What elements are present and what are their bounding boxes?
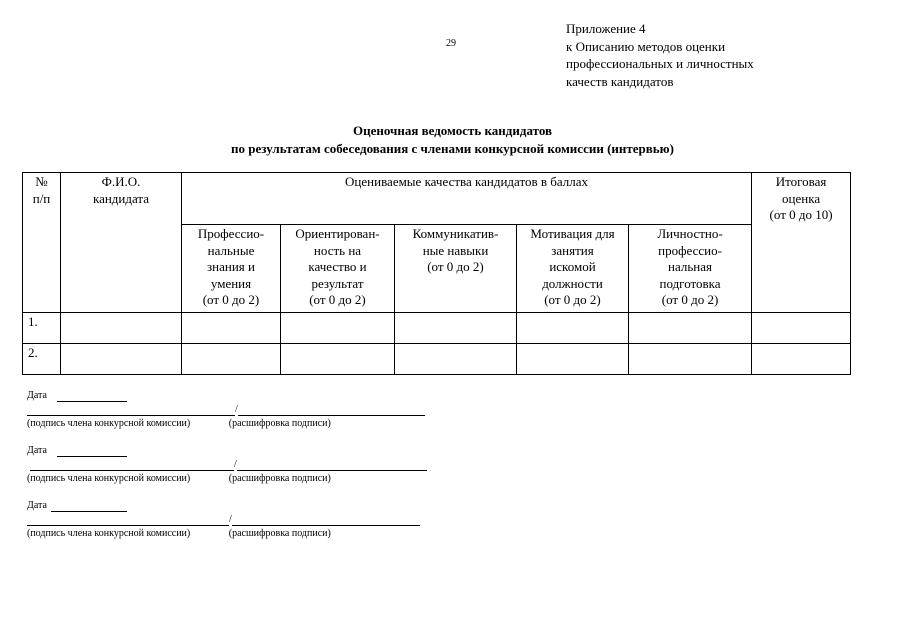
cell-score[interactable]: [281, 344, 395, 375]
appendix-line: Приложение 4: [566, 21, 646, 36]
header-number: № п/п: [23, 173, 61, 313]
header-qualities-group: Оцениваемые качества кандидатов в баллах: [182, 173, 752, 225]
signature-line[interactable]: [30, 460, 234, 471]
criterion-personal-training: Личностно- профессио- нальная подготовка (от 0 до 2): [629, 225, 752, 313]
decode-caption: (расшифровка подписи): [228, 418, 331, 429]
slash: /: [229, 514, 232, 525]
cell-score[interactable]: [517, 313, 629, 344]
decode-line[interactable]: [232, 515, 420, 526]
decode-line[interactable]: [237, 460, 427, 471]
criterion-quality-orientation: Ориентирован- ность на качество и результат (от 0 до 2): [281, 225, 395, 313]
row-number: 1.: [23, 313, 61, 344]
cell-fio[interactable]: [61, 313, 182, 344]
table-row: [23, 344, 851, 375]
title-line-1: Оценочная ведомость кандидатов: [352, 123, 553, 138]
table-row: [23, 313, 851, 344]
date-label: Дата: [27, 445, 47, 456]
row-number: 2.: [23, 344, 61, 375]
date-line[interactable]: [51, 501, 127, 512]
appendix-line: качеств кандидатов: [566, 73, 674, 89]
cell-score[interactable]: [629, 344, 752, 375]
decode-caption: (расшифровка подписи): [228, 528, 331, 539]
decode-caption: (расшифровка подписи): [228, 473, 331, 484]
title-line-2: по результатам собеседования с членами конкурсной комиссии (интервью): [231, 141, 674, 156]
date-line[interactable]: [57, 391, 127, 402]
cell-fio[interactable]: [61, 344, 182, 375]
cell-score[interactable]: [517, 344, 629, 375]
cell-total[interactable]: [752, 313, 851, 344]
signature-block: [27, 445, 427, 485]
criterion-motivation: Мотивация для занятия искомой должности (от 0 до 2): [517, 225, 629, 313]
signature-block: [27, 390, 425, 430]
slash: /: [235, 404, 238, 415]
signature-caption: (подпись члена конкурсной комиссии): [27, 528, 191, 539]
appendix-note: [566, 20, 754, 90]
criterion-communication: Коммуникатив- ные навыки (от 0 до 2): [395, 225, 517, 313]
signature-line[interactable]: [27, 515, 229, 526]
signature-block: [27, 500, 420, 540]
evaluation-table: [22, 172, 851, 375]
cell-total[interactable]: [752, 344, 851, 375]
date-label: Дата: [27, 390, 47, 401]
cell-score[interactable]: [182, 313, 281, 344]
signature-line[interactable]: [27, 405, 235, 416]
cell-score[interactable]: [281, 313, 395, 344]
cell-score[interactable]: [182, 344, 281, 375]
document-title: [0, 122, 905, 158]
page-number: 29: [446, 38, 456, 49]
criterion-professional-knowledge: Профессио- нальные знания и умения (от 0 до 2): [182, 225, 281, 313]
cell-score[interactable]: [395, 344, 517, 375]
appendix-line: профессиональных и личностных: [566, 56, 754, 71]
date-label: Дата: [27, 500, 47, 511]
slash: /: [234, 459, 237, 470]
header-total: Итоговая оценка (от 0 до 10): [752, 173, 851, 313]
appendix-line: к Описанию методов оценки: [566, 38, 726, 54]
signature-caption: (подпись члена конкурсной комиссии): [27, 418, 191, 429]
date-line[interactable]: [57, 446, 127, 457]
cell-score[interactable]: [629, 313, 752, 344]
header-fio: Ф.И.О. кандидата: [61, 173, 182, 313]
cell-score[interactable]: [395, 313, 517, 344]
decode-line[interactable]: [238, 405, 425, 416]
signature-caption: (подпись члена конкурсной комиссии): [27, 473, 191, 484]
